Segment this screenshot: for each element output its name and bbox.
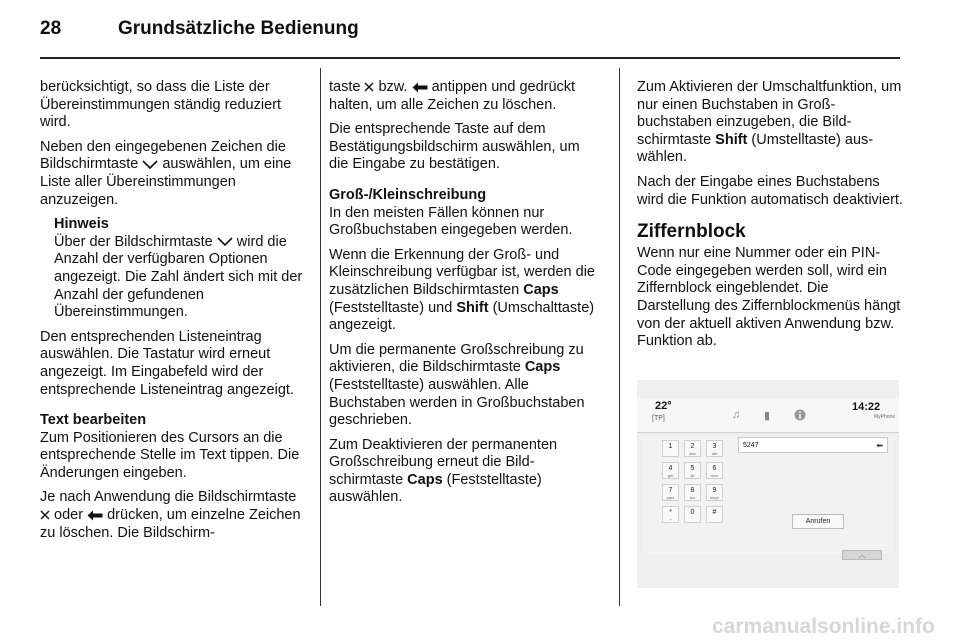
keypad-key[interactable]: * + — [662, 506, 679, 523]
header-rule — [40, 57, 900, 59]
chevron-down-icon — [217, 237, 233, 247]
column-divider — [619, 68, 620, 606]
paragraph: Je nach Anwendung die Bildschirmtaste oder drücken, um einzelne Zeichen zu löschen. Die Bildschirm- — [40, 489, 301, 541]
paragraph: Zum Deaktivieren der permanenten Großschreibung erneut die Bildschirmtaste Caps (Feststelltaste) auswählen. — [329, 436, 558, 506]
close-icon — [40, 510, 50, 520]
call-button[interactable]: Anrufen — [792, 514, 844, 529]
column-2 — [329, 79, 601, 514]
keypad-key[interactable]: # — [706, 506, 723, 523]
backspace-icon[interactable]: ⬅ — [876, 441, 883, 450]
keypad-key[interactable]: 4 ghi — [662, 462, 679, 479]
note-text: Über der Bildschirmtaste wird die Anzahl der verfügbaren Optionen angezeigt. Die Zahl ändert sich mit der Anzahl der gefundenen Übereinstimmungen. — [54, 233, 303, 321]
keypad-key[interactable]: 1 — [662, 440, 679, 457]
column-3 — [637, 79, 905, 358]
paragraph: Wenn nur eine Nummer oder ein PIN-Code eingegeben werden soll, wird ein Ziffernblock eingeblendet. Die Darstellung des Ziffernblockmenüs hängt von der aktuell aktiven Anwendung bzw. Funktion ab. — [637, 245, 901, 350]
keypad-key[interactable]: 6 mno — [706, 462, 723, 479]
status-bar — [637, 398, 899, 433]
page-number: 28 — [40, 18, 62, 39]
keypad-key[interactable]: 8 tuv — [684, 484, 701, 501]
phone-icon: ▮ — [763, 409, 771, 422]
column-divider — [320, 68, 321, 606]
info-icon — [791, 406, 809, 424]
temperature: 22° — [655, 400, 672, 412]
note-title: Hinweis — [54, 216, 109, 233]
screen-body — [642, 436, 894, 554]
section-title: Text bearbeiten — [40, 412, 147, 429]
tp-indicator: [TP] — [652, 415, 665, 422]
column-1 — [40, 79, 305, 549]
network-name: MyPhone — [874, 414, 896, 420]
keypad-key[interactable]: 0 — [684, 506, 701, 523]
numpad-screen-illustration — [637, 380, 899, 588]
paragraph: taste bzw. antippen und gedrückt halten, um alle Zeichen zu löschen. — [329, 79, 576, 113]
close-icon — [364, 82, 374, 92]
paragraph: Zum Positionieren des Cursors an die entsprechende Stelle im Text tippen. Die Änderungen eingeben. — [40, 429, 300, 481]
keypad-key[interactable]: 9 wxyz — [706, 484, 723, 501]
page-header — [40, 18, 359, 40]
paragraph: berücksichtigt, so dass die Liste der Übereinstimmungen ständig reduziert wird. — [40, 79, 281, 131]
chevron-down-icon — [142, 160, 158, 170]
keypad-key[interactable]: 3 def — [706, 440, 723, 457]
paragraph: Wenn die Erkennung der Groß- und Kleinschreibung verfügbar ist, werden die zusätzlichen Bildschirmtasten Caps (Feststelltaste) und Shift (Umschalttaste) angezeigt. — [329, 246, 595, 334]
keypad-key[interactable]: 2 abc — [684, 440, 701, 457]
note-box — [54, 216, 305, 322]
backspace-arrow-icon — [412, 82, 428, 93]
keypad-key[interactable]: 7 pqrs — [662, 484, 679, 501]
number-input[interactable]: 5247 ⬅ — [738, 437, 888, 453]
paragraph: Den entsprechenden Listeneintrag auswählen. Die Tastatur wird erneut angezeigt. Im Eingabefeld wird der entsprechende Listeneintrag angezeigt. — [40, 328, 294, 398]
page-title: Grundsätzliche Bedienung — [118, 18, 359, 39]
section-heading: Ziffernblock — [637, 221, 746, 243]
paragraph: Neben den eingegebenen Zeichen die Bildschirmtaste auswählen, um eine Liste aller Übereinstimmungen anzuzeigen. — [40, 138, 292, 208]
paragraph: Um die permanente Großschreibung zu aktivieren, die Bildschirmtaste Caps (Feststelltaste) auswählen. Alle Buchstaben werden in Großbuchstaben geschrieben. — [329, 341, 585, 429]
section-title: Groß-/Kleinschreibung — [329, 186, 487, 203]
paragraph: Nach der Eingabe eines Buchstabens wird die Funktion automatisch deaktiviert. — [637, 173, 903, 208]
music-note-icon: ♫ — [731, 409, 741, 421]
paragraph: In den meisten Fällen können nur Großbuchstaben eingegeben werden. — [329, 204, 573, 239]
paragraph: Zum Aktivieren der Umschaltfunktion, um nur einen Buchstaben in Großbuchstaben einzugeben, die Bildschirmtaste Shift (Umstelltaste) auswählen. — [637, 79, 902, 166]
keypad-key[interactable]: 5 jkl — [684, 462, 701, 479]
watermark: carmanualsonline.info — [712, 615, 935, 638]
backspace-arrow-icon — [87, 510, 103, 521]
paragraph: Die entsprechende Taste auf dem Bestätigungsbildschirm auswählen, um die Eingabe zu bestätigen. — [329, 121, 580, 173]
clock: 14:22 — [852, 401, 881, 413]
chevron-up-icon[interactable]: ︿ — [842, 550, 882, 560]
